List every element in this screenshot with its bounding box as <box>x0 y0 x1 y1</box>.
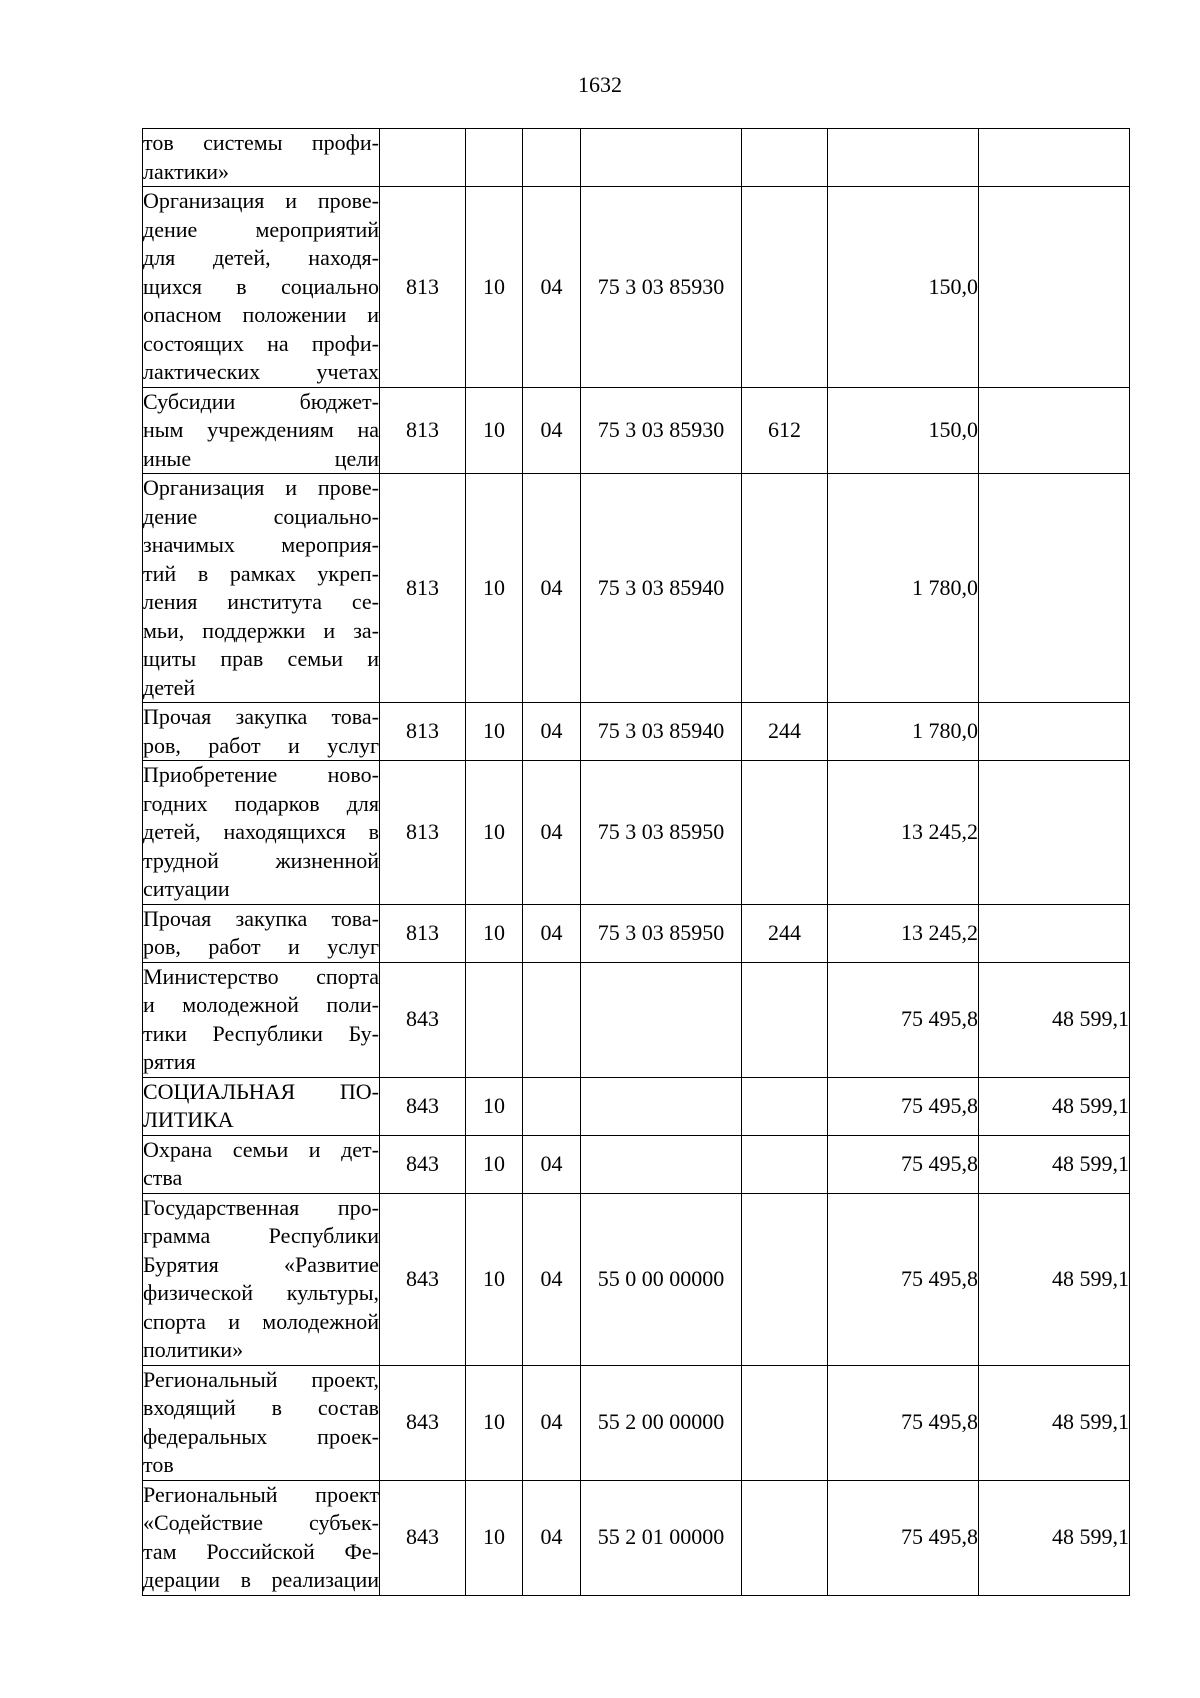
cell-vr <box>742 1480 828 1595</box>
name-line: ров, работ и услуг <box>143 934 379 959</box>
table-body <box>143 129 1130 1596</box>
cell-gr: 843 <box>380 1193 466 1365</box>
name-line: Приобретение ново- <box>143 762 379 787</box>
cell-gr: 813 <box>380 703 466 761</box>
name-line: физической культуры, <box>143 1280 379 1305</box>
cell-pr: 04 <box>523 1365 581 1480</box>
name-line: «Содействие субъек- <box>143 1510 379 1535</box>
cell-sum-2: 48 599,1 <box>979 1193 1130 1365</box>
name-line: спорта и молодежной <box>143 1308 379 1334</box>
name-line: ситуации <box>143 876 230 901</box>
cell-sum-1: 150,0 <box>828 387 979 474</box>
budget-table <box>142 128 1130 1596</box>
cell-sum-1 <box>828 129 979 187</box>
cell-pr: 04 <box>523 187 581 388</box>
cell-vr: 244 <box>742 703 828 761</box>
name-line: ства <box>143 1165 183 1190</box>
name-line: Региональный проект <box>143 1481 379 1507</box>
cell-sum-1: 75 495,8 <box>828 1077 979 1135</box>
cell-pr: 04 <box>523 1135 581 1193</box>
name-line: тов <box>143 1452 174 1477</box>
cell-rz: 10 <box>466 703 523 761</box>
cell-sum-2 <box>979 703 1130 761</box>
cell-name <box>143 761 380 905</box>
name-line: детей, находящихся в <box>143 819 379 844</box>
cell-rz: 10 <box>466 1365 523 1480</box>
cell-pr: 04 <box>523 474 581 703</box>
cell-sum-2: 48 599,1 <box>979 1135 1130 1193</box>
cell-name <box>143 703 380 761</box>
cell-sum-2 <box>979 187 1130 388</box>
cell-pr <box>523 962 581 1077</box>
cell-name <box>143 962 380 1077</box>
table-row <box>143 387 1130 474</box>
name-line: политики» <box>143 1337 244 1362</box>
table-row <box>143 904 1130 962</box>
table-row <box>143 1135 1130 1193</box>
cell-rz <box>466 962 523 1077</box>
cell-pr: 04 <box>523 904 581 962</box>
cell-sum-1: 13 245,2 <box>828 761 979 905</box>
name-line: входящий в состав <box>143 1395 379 1420</box>
page-number: 1632 <box>578 72 622 97</box>
name-line: лактических учетах <box>143 359 379 384</box>
cell-gr: 813 <box>380 187 466 388</box>
cell-gr: 813 <box>380 387 466 474</box>
cell-gr: 843 <box>380 962 466 1077</box>
cell-rz: 10 <box>466 1077 523 1135</box>
cell-sum-1: 13 245,2 <box>828 904 979 962</box>
name-line: тов системы профи- <box>143 130 379 155</box>
cell-gr: 813 <box>380 761 466 905</box>
name-line: и молодежной поли- <box>143 992 379 1017</box>
cell-gr <box>380 129 466 187</box>
cell-rz: 10 <box>466 474 523 703</box>
name-line: значимых мероприя- <box>143 532 379 557</box>
name-line: тики Республики Бу- <box>143 1020 379 1046</box>
table-row <box>143 1365 1130 1480</box>
cell-rz: 10 <box>466 1135 523 1193</box>
name-line: там Российской Фе- <box>143 1538 379 1564</box>
cell-csr <box>581 129 742 187</box>
name-line: ления института се- <box>143 589 379 614</box>
cell-gr: 843 <box>380 1365 466 1480</box>
cell-csr: 55 2 00 00000 <box>581 1365 742 1480</box>
name-line: Прочая закупка това- <box>143 704 379 729</box>
cell-vr <box>742 1365 828 1480</box>
name-line: ров, работ и услуг <box>143 732 379 758</box>
cell-csr: 75 3 03 85940 <box>581 474 742 703</box>
table-row <box>143 1480 1130 1595</box>
name-line: грамма Республики <box>143 1223 379 1248</box>
cell-sum-1: 75 495,8 <box>828 1135 979 1193</box>
name-line: щиты прав семьи и <box>143 646 379 671</box>
cell-rz: 10 <box>466 904 523 962</box>
cell-gr: 813 <box>380 904 466 962</box>
cell-vr <box>742 187 828 388</box>
name-line: трудной жизненной <box>143 847 379 873</box>
cell-pr <box>523 129 581 187</box>
cell-vr <box>742 1077 828 1135</box>
cell-vr <box>742 962 828 1077</box>
cell-sum-2: 48 599,1 <box>979 1077 1130 1135</box>
table-row <box>143 761 1130 905</box>
name-line: Государственная про- <box>143 1194 379 1220</box>
cell-name <box>143 474 380 703</box>
name-line: Прочая закупка това- <box>143 905 379 931</box>
table-row <box>143 703 1130 761</box>
cell-name <box>143 1193 380 1365</box>
cell-name <box>143 1480 380 1595</box>
table-row <box>143 1077 1130 1135</box>
table-row <box>143 1193 1130 1365</box>
cell-name <box>143 387 380 474</box>
name-line: лактики» <box>143 158 229 184</box>
name-line: Организация и прове- <box>143 188 379 213</box>
name-line: щихся в социально <box>143 273 379 299</box>
name-line: состоящих на профи- <box>143 330 379 356</box>
cell-csr <box>581 1135 742 1193</box>
cell-sum-1: 75 495,8 <box>828 1480 979 1595</box>
cell-sum-2 <box>979 387 1130 474</box>
cell-name <box>143 187 380 388</box>
cell-rz: 10 <box>466 1193 523 1365</box>
name-line: Организация и прове- <box>143 475 379 500</box>
cell-vr <box>742 761 828 905</box>
name-line: СОЦИАЛЬНАЯ ПО- <box>143 1078 379 1104</box>
cell-rz: 10 <box>466 387 523 474</box>
cell-pr: 04 <box>523 387 581 474</box>
cell-pr: 04 <box>523 761 581 905</box>
cell-rz: 10 <box>466 187 523 388</box>
cell-sum-2 <box>979 474 1130 703</box>
cell-name <box>143 1077 380 1135</box>
cell-sum-2 <box>979 904 1130 962</box>
cell-gr: 843 <box>380 1077 466 1135</box>
name-line: рятия <box>143 1049 196 1074</box>
cell-rz: 10 <box>466 1480 523 1595</box>
table-row <box>143 187 1130 388</box>
cell-csr: 55 0 00 00000 <box>581 1193 742 1365</box>
name-line: тий в рамках укреп- <box>143 560 379 586</box>
cell-sum-1: 1 780,0 <box>828 474 979 703</box>
name-line: дение мероприятий <box>143 216 379 242</box>
cell-csr <box>581 1077 742 1135</box>
cell-pr: 04 <box>523 1480 581 1595</box>
cell-name <box>143 129 380 187</box>
cell-sum-1: 1 780,0 <box>828 703 979 761</box>
name-line: дение социально- <box>143 503 379 529</box>
cell-csr <box>581 962 742 1077</box>
cell-pr: 04 <box>523 703 581 761</box>
name-line: опасном положении и <box>143 302 379 327</box>
name-line: ным учреждениям на <box>143 417 379 442</box>
cell-sum-1: 75 495,8 <box>828 1365 979 1480</box>
name-line: Субсидии бюджет- <box>143 388 379 414</box>
cell-csr: 55 2 01 00000 <box>581 1480 742 1595</box>
cell-gr: 843 <box>380 1480 466 1595</box>
cell-rz: 10 <box>466 761 523 905</box>
cell-vr <box>742 1193 828 1365</box>
name-line: годних подарков для <box>143 790 379 816</box>
cell-gr: 813 <box>380 474 466 703</box>
cell-sum-2 <box>979 129 1130 187</box>
cell-vr <box>742 474 828 703</box>
table-row <box>143 962 1130 1077</box>
cell-name <box>143 904 380 962</box>
table-row <box>143 474 1130 703</box>
cell-csr: 75 3 03 85930 <box>581 387 742 474</box>
cell-csr: 75 3 03 85950 <box>581 761 742 905</box>
cell-sum-1: 150,0 <box>828 187 979 388</box>
cell-csr: 75 3 03 85950 <box>581 904 742 962</box>
cell-sum-2 <box>979 761 1130 905</box>
cell-sum-2: 48 599,1 <box>979 962 1130 1077</box>
cell-sum-2: 48 599,1 <box>979 1365 1130 1480</box>
cell-vr <box>742 129 828 187</box>
cell-name <box>143 1135 380 1193</box>
name-line: детей <box>143 674 196 700</box>
name-line: Охрана семьи и дет- <box>143 1136 379 1162</box>
name-line: для детей, находя- <box>143 245 379 270</box>
cell-vr <box>742 1135 828 1193</box>
cell-pr <box>523 1077 581 1135</box>
name-line: Министерство спорта <box>143 963 379 989</box>
cell-sum-2: 48 599,1 <box>979 1480 1130 1595</box>
cell-pr: 04 <box>523 1193 581 1365</box>
name-line: федеральных проек- <box>143 1423 379 1449</box>
name-line: мьи, поддержки и за- <box>143 617 379 643</box>
name-line: Региональный проект, <box>143 1366 379 1392</box>
cell-rz <box>466 129 523 187</box>
cell-vr: 612 <box>742 387 828 474</box>
name-line: Бурятия «Развитие <box>143 1251 379 1277</box>
cell-vr: 244 <box>742 904 828 962</box>
cell-gr: 843 <box>380 1135 466 1193</box>
name-line: ЛИТИКА <box>143 1107 234 1132</box>
cell-csr: 75 3 03 85940 <box>581 703 742 761</box>
cell-sum-1: 75 495,8 <box>828 962 979 1077</box>
cell-name <box>143 1365 380 1480</box>
name-line: иные цели <box>143 445 379 471</box>
table-row <box>143 129 1130 187</box>
cell-csr: 75 3 03 85930 <box>581 187 742 388</box>
name-line: дерации в реализации <box>143 1567 379 1592</box>
cell-sum-1: 75 495,8 <box>828 1193 979 1365</box>
